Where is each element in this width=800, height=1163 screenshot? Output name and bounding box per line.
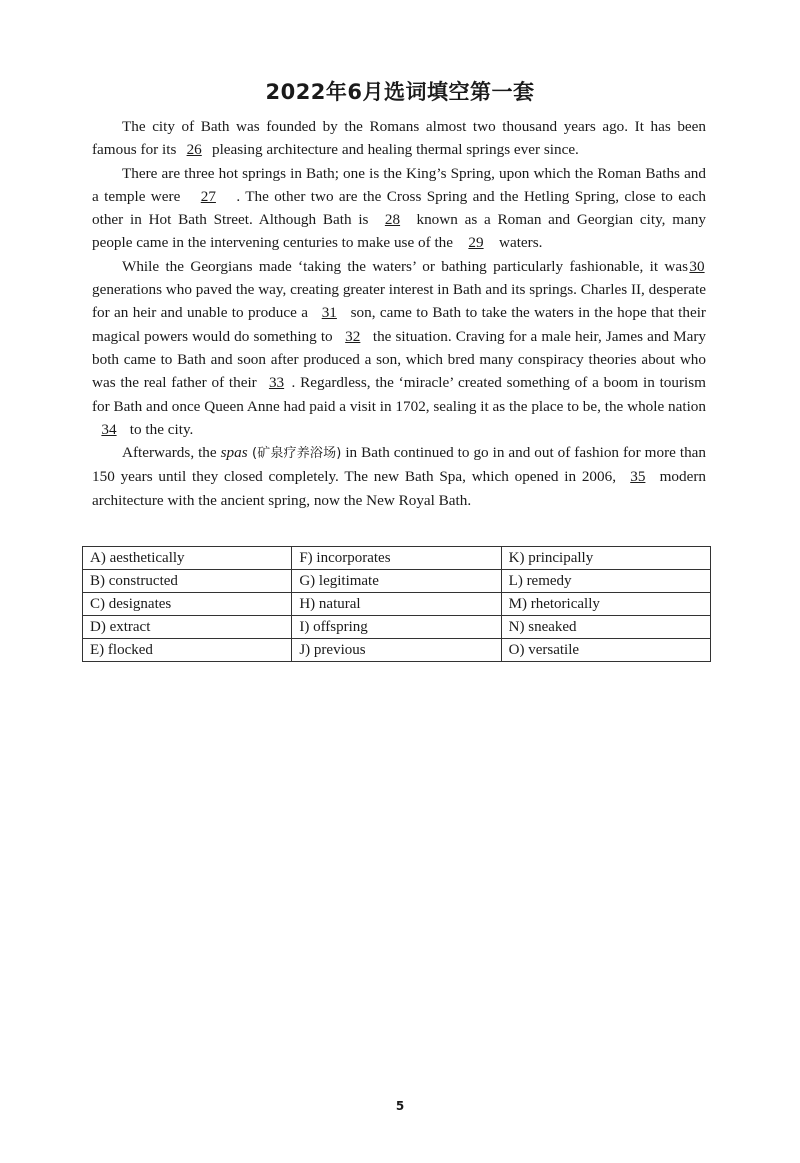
text: modern architecture with the ancient spring, now the New Royal Bath. bbox=[92, 468, 706, 509]
option-cell: C) designates bbox=[83, 593, 292, 616]
text: Afterwards, the bbox=[122, 444, 221, 462]
blank-29: 29 bbox=[468, 234, 484, 252]
table-row bbox=[83, 593, 711, 616]
page-number: 5 bbox=[395, 1099, 405, 1113]
option-cell: N) sneaked bbox=[501, 616, 710, 639]
paragraph-1 bbox=[92, 115, 706, 162]
word-bank-table bbox=[82, 546, 711, 662]
text: known as a Roman and Georgian city, many people came in the intervening centuries to make use of the bbox=[92, 211, 706, 252]
blank-30: 30 bbox=[689, 257, 705, 275]
page-title: 2022年6月选词填空第一套 bbox=[265, 80, 535, 104]
text: waters. bbox=[499, 234, 543, 252]
table-row bbox=[83, 570, 711, 593]
text: . Regardless, the ‘miracle’ created something of a boom in tourism for Bath and once Queen Anne had paid a visit in 1702, sealing it as the place to be, the whole nation bbox=[92, 374, 706, 415]
blank-33: 33 bbox=[268, 374, 285, 392]
option-cell: K) principally bbox=[501, 547, 710, 570]
blank-26: 26 bbox=[186, 141, 202, 159]
option-cell: O) versatile bbox=[501, 639, 710, 662]
option-cell: D) extract bbox=[83, 616, 292, 639]
table-row bbox=[83, 547, 711, 570]
text: There are three hot springs in Bath; one is the King’s Spring, upon which the Roman Baths and a temple were bbox=[92, 164, 706, 205]
paragraph-4 bbox=[92, 441, 706, 512]
text: . The other two are the Cross Spring and the Hetling Spring, close to each other in Hot Bath Street. Although Bath is bbox=[92, 187, 707, 229]
blank-27: 27 bbox=[200, 187, 216, 205]
option-cell: H) natural bbox=[292, 593, 501, 616]
option-cell: F) incorporates bbox=[292, 547, 501, 570]
option-cell: J) previous bbox=[292, 639, 501, 662]
chinese-gloss: (矿泉疗养浴场) bbox=[247, 446, 342, 462]
blank-32: 32 bbox=[345, 327, 361, 345]
table-row bbox=[83, 616, 711, 639]
blank-34: 34 bbox=[101, 420, 117, 438]
option-cell: I) offspring bbox=[292, 616, 501, 639]
paragraph-2 bbox=[92, 162, 706, 255]
blank-35: 35 bbox=[630, 468, 646, 486]
table-row bbox=[83, 639, 711, 662]
text: to the city. bbox=[126, 420, 194, 438]
text: The city of Bath was founded by the Romans almost two thousand years ago. It has been famous for its bbox=[92, 118, 706, 159]
option-cell: B) constructed bbox=[83, 570, 292, 593]
text: generations who paved the way, creating greater interest in Bath and its springs. Charles II, desperate for an heir and unable to produce a bbox=[92, 281, 706, 322]
option-cell: G) legitimate bbox=[292, 570, 501, 593]
text: son, came to Bath to take the waters in the hope that their magical powers would do something to bbox=[92, 304, 706, 345]
blank-31: 31 bbox=[321, 304, 337, 322]
text: the situation. Craving for a male heir, James and Mary both came to Bath and soon after produced a son, which bred many conspiracy theories about who was the real father of their bbox=[92, 327, 707, 392]
paragraph-3 bbox=[92, 255, 706, 441]
blank-28: 28 bbox=[384, 211, 401, 229]
text: While the Georgians made ‘taking the waters’ or bathing particularly fashionable, it was bbox=[122, 257, 688, 275]
option-cell: A) aesthetically bbox=[83, 547, 292, 570]
option-cell: L) remedy bbox=[501, 570, 710, 593]
option-cell: M) rhetorically bbox=[501, 593, 710, 616]
spas-term: spas bbox=[220, 444, 248, 462]
option-cell: E) flocked bbox=[83, 639, 292, 662]
text: pleasing architecture and healing thermal springs ever since. bbox=[208, 141, 579, 159]
passage bbox=[92, 115, 706, 512]
text: in Bath continued to go in and out of fashion for more than 150 years until they closed completely. The new Bath Spa, which opened in 2006, bbox=[92, 444, 707, 486]
